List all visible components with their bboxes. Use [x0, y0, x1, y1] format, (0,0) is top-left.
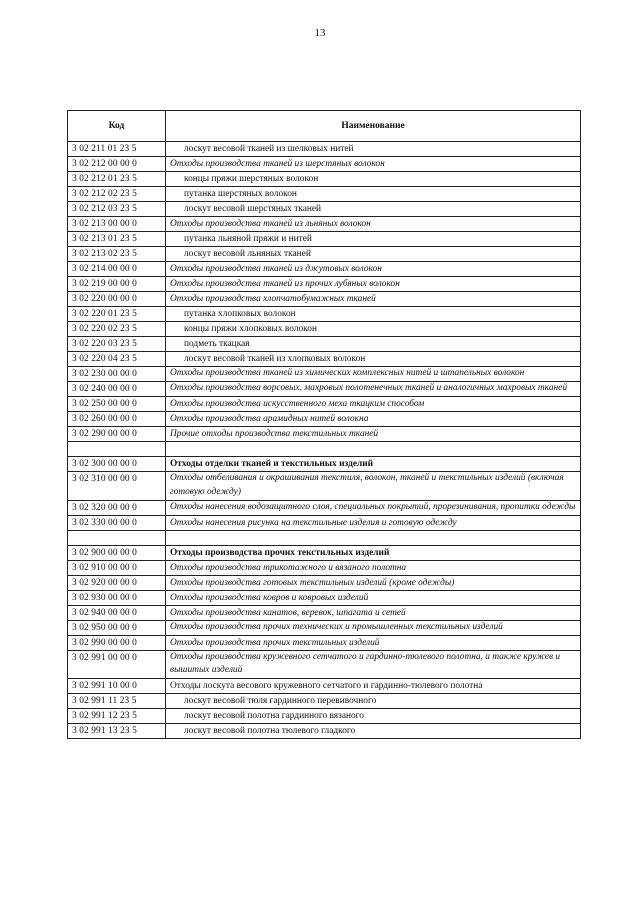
row-name [166, 530, 581, 545]
row-name: лоскут весовой полотна гардинного вязаного [166, 709, 581, 724]
row-name: лоскут весовой тюля гардинного перевивочного [166, 694, 581, 709]
page-number: 13 [314, 27, 326, 39]
row-code: 3 02 212 03 23 5 [68, 202, 166, 217]
row-name: путанка хлопковых волокон [166, 307, 581, 322]
table-row [68, 694, 581, 709]
table-row [68, 262, 581, 277]
row-code: 3 02 990 00 00 0 [68, 635, 166, 650]
table-row [68, 247, 581, 262]
row-code: 3 02 220 00 00 0 [68, 292, 166, 307]
table-row [68, 337, 581, 352]
row-code: 3 02 212 01 23 5 [68, 172, 166, 187]
table-row [68, 187, 581, 202]
table-row [68, 292, 581, 307]
table-row [68, 142, 581, 157]
row-code: 3 02 213 00 00 0 [68, 217, 166, 232]
row-name: Отходы производства ковров и ковровых изделий [166, 590, 581, 605]
row-code: 3 02 212 02 23 5 [68, 187, 166, 202]
table-row [68, 172, 581, 187]
row-code: 3 02 220 03 23 5 [68, 337, 166, 352]
table-row [68, 217, 581, 232]
row-name: Отходы производства искусственного меха ткацким способом [166, 397, 581, 412]
table-row [68, 202, 581, 217]
table-row [68, 442, 581, 457]
row-name: Отходы производства трикотажного и вязаного полотна [166, 560, 581, 575]
table-row [68, 157, 581, 172]
row-name: Прочие отходы производства текстильных тканей [166, 427, 581, 442]
row-name: Отходы производства хлопчатобумажных тканей [166, 292, 581, 307]
table-row [68, 530, 581, 545]
row-code: 3 02 900 00 00 0 [68, 545, 166, 560]
row-name: путанка шерстяных волокон [166, 187, 581, 202]
row-code: 3 02 211 01 23 5 [68, 142, 166, 157]
table-row [68, 232, 581, 247]
table-row [68, 590, 581, 605]
row-name [166, 442, 581, 457]
row-code: 3 02 260 00 00 0 [68, 412, 166, 427]
row-code: 3 02 991 11 23 5 [68, 694, 166, 709]
row-name: Отходы производства канатов, веревок, шпагата и сетей [166, 605, 581, 620]
row-code: 3 02 930 00 00 0 [68, 590, 166, 605]
table-row [68, 367, 581, 382]
row-name: Отходы производства тканей из джутовых волокон [166, 262, 581, 277]
row-code: 3 02 212 00 00 0 [68, 157, 166, 172]
row-name: путанка льняной пряжи и нитей [166, 232, 581, 247]
row-code: 3 02 300 00 00 0 [68, 457, 166, 472]
row-code: 3 02 940 00 00 0 [68, 605, 166, 620]
table-row [68, 650, 581, 679]
row-name: Отходы отделки тканей и текстильных изделий [166, 457, 581, 472]
row-name: Отходы производства ворсовых, махровых полотенечных тканей и аналогичных махровых тканей [166, 382, 581, 397]
row-code: 3 02 219 00 00 0 [68, 277, 166, 292]
row-code: 3 02 250 00 00 0 [68, 397, 166, 412]
row-name: лоскут весовой полотна тюлевого гладкого [166, 724, 581, 739]
code-column-header: Код [68, 111, 166, 142]
table-row [68, 635, 581, 650]
row-code: 3 02 330 00 00 0 [68, 515, 166, 530]
row-name: лоскут весовой тканей из шелковых нитей [166, 142, 581, 157]
row-name: Отходы производства тканей из химических комплексных нитей и штапельных волокон [166, 367, 581, 382]
row-name: Отходы производства прочих текстильных изделий [166, 635, 581, 650]
row-code: 3 02 991 12 23 5 [68, 709, 166, 724]
row-code: 3 02 950 00 00 0 [68, 620, 166, 635]
table-header-row [68, 111, 581, 142]
table-row [68, 500, 581, 515]
row-code: 3 02 991 13 23 5 [68, 724, 166, 739]
row-name: подметь ткацкая [166, 337, 581, 352]
row-code: 3 02 991 10 00 0 [68, 679, 166, 694]
waste-classification-table [67, 110, 581, 739]
table-row [68, 277, 581, 292]
table-row [68, 605, 581, 620]
table-row [68, 397, 581, 412]
row-code: 3 02 214 00 00 0 [68, 262, 166, 277]
row-name: Отходы производства готовых текстильных изделий (кроме одежды) [166, 575, 581, 590]
row-name: Отходы производства арамидных нитей волокна [166, 412, 581, 427]
row-name: лоскут весовой шерстяных тканей [166, 202, 581, 217]
row-name: Отходы производства тканей из прочих лубяных волокон [166, 277, 581, 292]
table-row [68, 560, 581, 575]
table-row [68, 352, 581, 367]
table-row [68, 472, 581, 501]
row-code: 3 02 910 00 00 0 [68, 560, 166, 575]
row-code: 3 02 290 00 00 0 [68, 427, 166, 442]
table-row [68, 307, 581, 322]
row-name: Отходы нанесения водозащитного слоя, специальных покрытий, прорезинивания, пропитки одежды [166, 500, 581, 515]
row-code: 3 02 320 00 00 0 [68, 500, 166, 515]
row-code: 3 02 991 00 00 0 [68, 650, 166, 679]
row-code [68, 530, 166, 545]
row-code: 3 02 230 00 00 0 [68, 367, 166, 382]
name-column-header: Наименование [166, 111, 581, 142]
row-code: 3 02 310 00 00 0 [68, 472, 166, 501]
row-name: лоскут весовой тканей из хлопковых волокон [166, 352, 581, 367]
row-name: Отходы отбеливания и окрашивания текстиля, волокон, тканей и текстильных изделий (включая готовую одежду) [166, 472, 581, 501]
row-name: Отходы производства тканей из шерстяных волокон [166, 157, 581, 172]
row-code: 3 02 220 04 23 5 [68, 352, 166, 367]
table-body [68, 142, 581, 739]
table-row [68, 427, 581, 442]
row-code: 3 02 213 02 23 5 [68, 247, 166, 262]
row-name: лоскут весовой льняных тканей [166, 247, 581, 262]
table-row [68, 515, 581, 530]
table-row [68, 457, 581, 472]
table-row [68, 412, 581, 427]
row-name: Отходы производства прочих технических и промышленных текстильных изделий [166, 620, 581, 635]
table-row [68, 679, 581, 694]
table-row [68, 382, 581, 397]
row-name: Отходы нанесения рисунка на текстильные изделия и готовую одежду [166, 515, 581, 530]
row-code [68, 442, 166, 457]
table-row [68, 545, 581, 560]
row-code: 3 02 920 00 00 0 [68, 575, 166, 590]
table-row [68, 322, 581, 337]
row-name: Отходы производства прочих текстильных изделий [166, 545, 581, 560]
row-name: Отходы лоскута весового кружевного сетчатого и гардинно-тюлевого полотна [166, 679, 581, 694]
row-name: концы пряжи шерстяных волокон [166, 172, 581, 187]
row-code: 3 02 220 02 23 5 [68, 322, 166, 337]
row-code: 3 02 240 00 00 0 [68, 382, 166, 397]
table-row [68, 620, 581, 635]
table-row [68, 709, 581, 724]
row-name: Отходы производства тканей из льняных волокон [166, 217, 581, 232]
table-row [68, 575, 581, 590]
row-code: 3 02 213 01 23 5 [68, 232, 166, 247]
row-code: 3 02 220 01 23 5 [68, 307, 166, 322]
row-name: Отходы производства кружевного сетчатого и гардинно-тюлевого полотна, а также кружев и вышитых изделий [166, 650, 581, 679]
table-row [68, 724, 581, 739]
row-name: концы пряжи хлопковых волокон [166, 322, 581, 337]
